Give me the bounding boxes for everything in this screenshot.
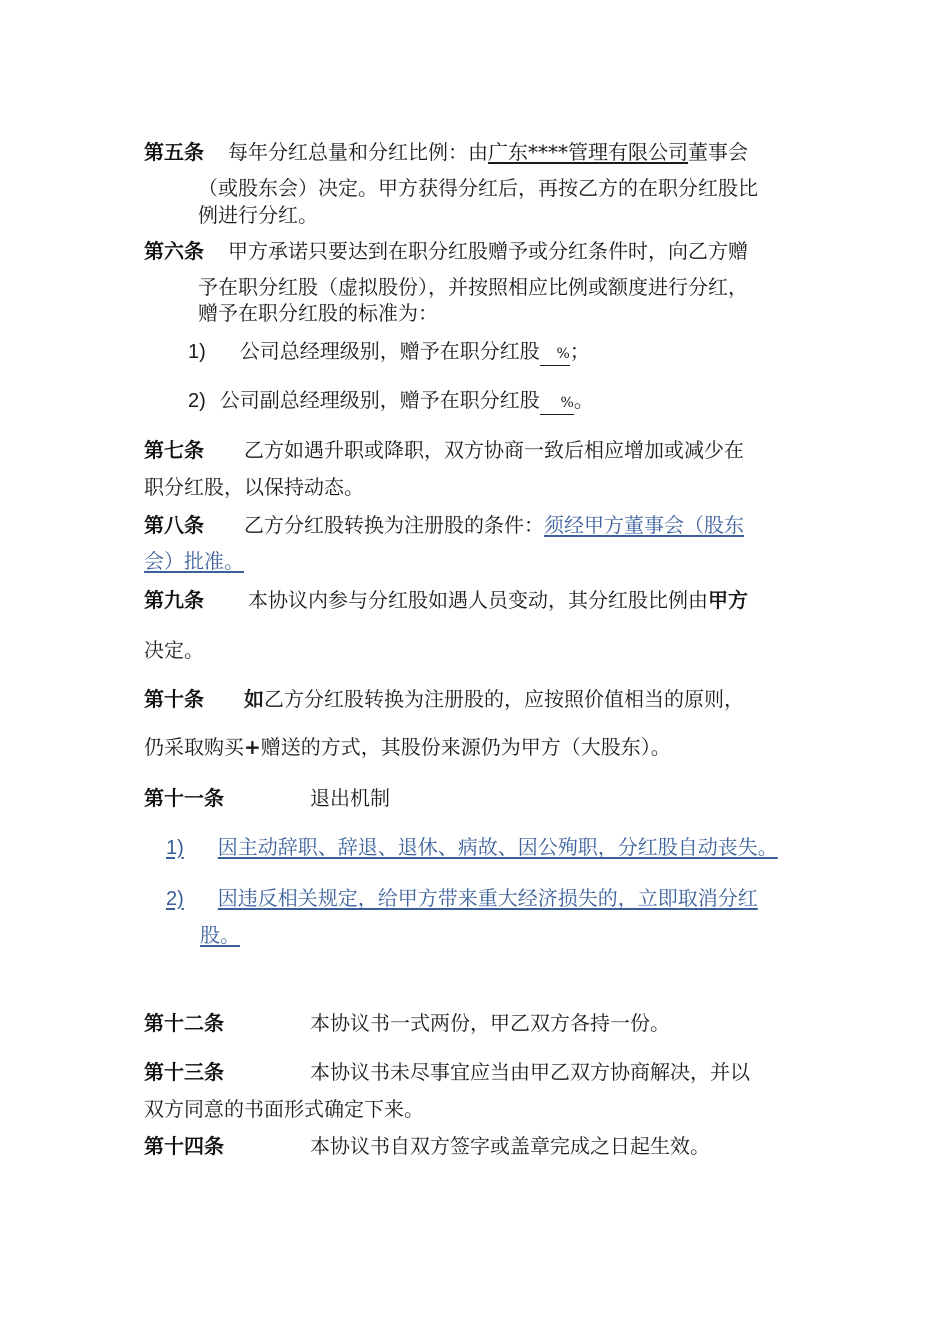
list-item-end: 。	[573, 388, 594, 412]
percent-blank: %	[540, 343, 570, 366]
article-7-line-1	[144, 436, 744, 464]
article-7-text: 乙方如遇升职或降职，双方协商一致后相应增加或减少在	[244, 438, 744, 462]
article-14-line-1	[144, 1132, 710, 1160]
article-14-text: 本协议书自双方签字或盖章完成之日起生效。	[310, 1134, 710, 1158]
article-8-line-2	[144, 547, 244, 575]
article-10-text: 乙方分红股转换为注册股的，应按照价值相当的原则，	[264, 687, 744, 711]
article-6-line-3: 赠予在职分红股的标准为：	[198, 301, 438, 325]
percent-blank: %	[540, 392, 574, 415]
article-6-item-1	[188, 337, 590, 366]
article-11-line-1	[144, 784, 390, 812]
article-10-bold: 如	[244, 687, 264, 711]
article-6-item-2	[188, 386, 594, 415]
article-9-bold: 甲方	[708, 588, 748, 612]
article-13-heading: 第十三条	[144, 1060, 224, 1084]
list-item-end: ；	[569, 339, 590, 363]
list-item-text: 因违反相关规定，给甲方带来重大经济损失的，立即取消分红	[217, 886, 758, 910]
article-9-line-2	[144, 636, 204, 664]
article-12-text: 本协议书一式两份，甲乙双方各持一份。	[310, 1011, 670, 1035]
article-6-heading: 第六条	[144, 239, 204, 263]
list-item-text: 公司总经理级别，赠予在职分红股	[239, 339, 540, 363]
article-7-line-2: 职分红股，以保持动态。	[144, 475, 364, 499]
article-10-line-1	[144, 685, 744, 713]
article-11-item-2-cont[interactable]: 股。	[200, 923, 240, 947]
article-12-line-1	[144, 1009, 670, 1037]
article-5-line-1	[144, 138, 748, 166]
article-8-text: 乙方分红股转换为注册股的条件：	[244, 513, 544, 537]
article-11-heading: 第十一条	[144, 786, 224, 810]
plus-sign: +	[244, 735, 261, 759]
article-13-text: 本协议书未尽事宜应当由甲乙双方协商解决，并以	[310, 1060, 750, 1084]
article-7-heading: 第七条	[144, 438, 204, 462]
list-number: 2)	[188, 390, 206, 412]
approval-link[interactable]: 须经甲方董事会（股东	[544, 513, 744, 537]
company-name: 广东****管理有限公司	[488, 140, 688, 164]
list-number: 2)	[166, 888, 184, 910]
article-9-line-1	[144, 586, 748, 614]
article-9-heading: 第九条	[144, 588, 204, 612]
article-10-text-2a: 仍采取购买	[144, 735, 244, 759]
article-5-text-tail: 董事会	[688, 140, 748, 164]
article-10-heading: 第十条	[144, 687, 204, 711]
list-number: 1)	[166, 837, 184, 859]
article-6-text: 甲方承诺只要达到在职分红股赠予或分红条件时，向乙方赠	[228, 239, 748, 263]
article-5-line-3: 例进行分红。	[198, 203, 318, 227]
article-8-heading: 第八条	[144, 513, 204, 537]
article-9-text: 本协议内参与分红股如遇人员变动，其分红股比例由	[248, 588, 708, 612]
article-10-text-2b: 赠送的方式，其股份来源仍为甲方（大股东）。	[260, 735, 671, 759]
article-5-text: 每年分红总量和分红比例：由	[228, 140, 488, 164]
article-8-line-1	[144, 511, 744, 539]
list-item-text: 因主动辞职、辞退、退休、病故、因公殉职，分红股自动丧失。	[217, 835, 778, 859]
article-13-line-2: 双方同意的书面形式确定下来。	[144, 1097, 424, 1121]
article-13-line-1	[144, 1058, 750, 1086]
list-item-text: 公司副总经理级别，赠予在职分红股	[219, 388, 540, 412]
article-11-item-1[interactable]	[166, 833, 778, 862]
article-9-text-2: 决定。	[144, 638, 204, 662]
article-5-line-2: （或股东会）决定。甲方获得分红后，再按乙方的在职分红股比	[198, 176, 758, 200]
list-number: 1)	[188, 341, 206, 363]
article-10-line-2	[144, 733, 671, 761]
article-11-title: 退出机制	[310, 786, 390, 810]
article-14-heading: 第十四条	[144, 1134, 224, 1158]
article-12-heading: 第十二条	[144, 1011, 224, 1035]
article-11-item-2[interactable]	[166, 884, 758, 913]
article-5-heading: 第五条	[144, 140, 204, 164]
article-6-line-2: 予在职分红股（虚拟股份），并按照相应比例或额度进行分红，	[198, 275, 748, 299]
article-6-line-1	[144, 237, 748, 265]
approval-link-cont[interactable]: 会）批准。	[144, 549, 244, 573]
